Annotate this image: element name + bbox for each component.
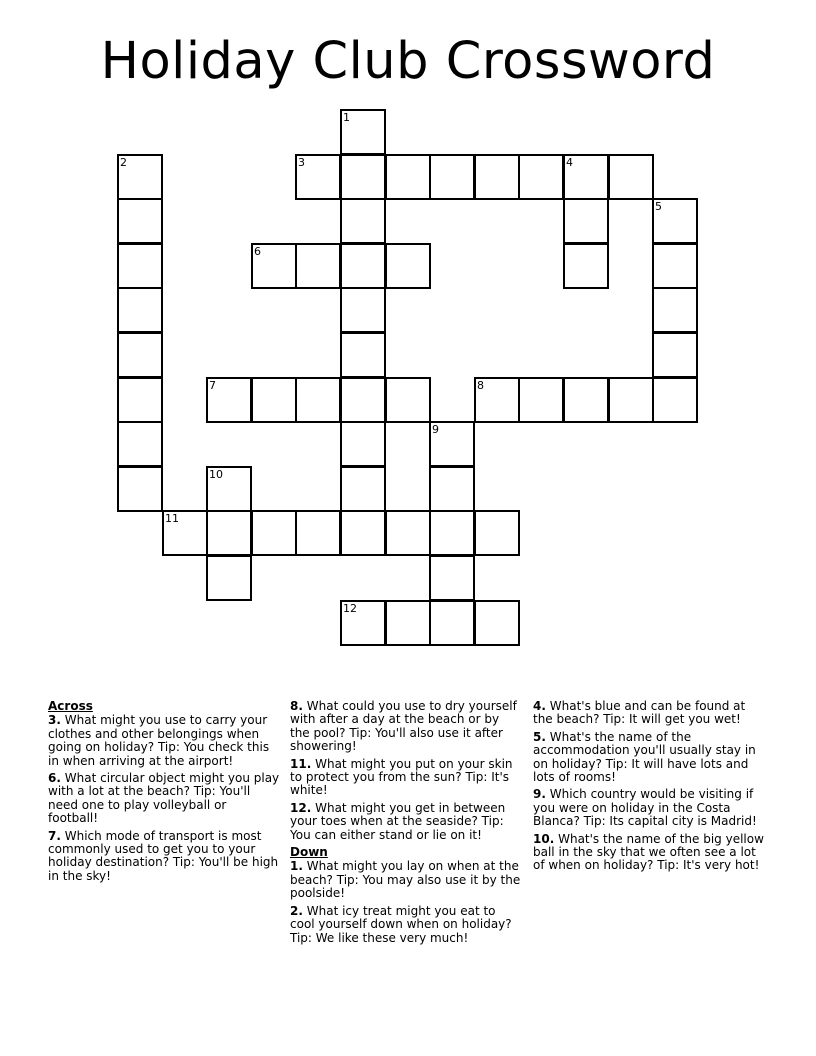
clue-text: What circular object might you play with a lot at the beach? Tip: You'll need one to play volleyball or football! [48, 771, 280, 826]
clue-number: 10. [533, 831, 555, 846]
clue-across-6 [48, 772, 280, 826]
clue-number: 8. [290, 699, 303, 713]
crossword-cell[interactable] [206, 377, 252, 423]
crossword-cell[interactable] [429, 154, 475, 200]
cell-number: 9 [432, 423, 439, 436]
crossword-cell[interactable] [206, 510, 252, 556]
crossword-cell[interactable] [206, 555, 252, 601]
clue-number: 5. [533, 729, 546, 744]
crossword-cell[interactable] [385, 600, 431, 646]
crossword-cell[interactable] [117, 154, 163, 200]
crossword-cell[interactable] [608, 154, 654, 200]
clue-text: What might you lay on when at the beach? Tip: You may also use it by the poolside! [290, 859, 521, 901]
clue-text: What's blue and can be found at the beach? Tip: It will get you wet! [533, 699, 746, 727]
clue-column-3 [533, 700, 765, 877]
cell-number: 2 [120, 156, 127, 169]
clue-across-11 [290, 758, 522, 798]
clue-number: 3. [48, 713, 61, 728]
cell-number: 1 [343, 111, 350, 124]
cell-number: 4 [566, 156, 573, 169]
clue-across-8 [290, 700, 522, 754]
crossword-cell[interactable] [295, 510, 341, 556]
cell-number: 8 [477, 379, 484, 392]
crossword-cell[interactable] [385, 154, 431, 200]
crossword-cell[interactable] [474, 600, 520, 646]
crossword-cell[interactable] [117, 243, 163, 289]
clue-text: What might you use to carry your clothes and other belongings when going on holiday? Tip: You check this in when arriving at the airport! [48, 713, 270, 768]
clue-number: 1. [290, 859, 303, 874]
clue-text: What might you get in between your toes when at the seaside? Tip: You can either stand or lie on it! [290, 800, 506, 842]
clue-text: What's the name of the big yellow ball in the sky that we often see a lot of when on holiday? Tip: It's very hot! [533, 831, 764, 873]
crossword-cell[interactable] [117, 377, 163, 423]
crossword-cell[interactable] [474, 377, 520, 423]
crossword-cell[interactable] [340, 600, 386, 646]
down-heading: Down [290, 845, 328, 860]
clue-column-1 [48, 700, 280, 887]
clue-text: What icy treat might you eat to cool yourself down when on holiday? Tip: We like these very much! [290, 903, 512, 945]
cell-number: 10 [209, 468, 223, 481]
crossword-cell[interactable] [385, 510, 431, 556]
crossword-cell[interactable] [340, 332, 386, 378]
crossword-cell[interactable] [429, 421, 475, 467]
crossword-cell[interactable] [563, 154, 609, 200]
crossword-cell[interactable] [295, 377, 341, 423]
cell-number: 12 [343, 602, 357, 615]
clue-text: What might you put on your skin to protect you from the sun? Tip: It's white! [290, 756, 513, 798]
crossword-cell[interactable] [429, 466, 475, 512]
crossword-cell[interactable] [429, 510, 475, 556]
clue-text: Which country would be visiting if you were on holiday in the Costa Blanca? Tip: Its capital city is Madrid! [533, 787, 757, 829]
crossword-cell[interactable] [474, 154, 520, 200]
crossword-cell[interactable] [251, 243, 297, 289]
crossword-cell[interactable] [385, 377, 431, 423]
crossword-cell[interactable] [563, 198, 609, 244]
clue-down-9 [533, 788, 765, 828]
across-heading: Across [48, 699, 93, 713]
crossword-cell[interactable] [295, 154, 341, 200]
crossword-cell[interactable] [518, 377, 564, 423]
crossword-cell[interactable] [117, 421, 163, 467]
clue-number: 7. [48, 828, 61, 843]
crossword-cell[interactable] [340, 377, 386, 423]
crossword-cell[interactable] [340, 198, 386, 244]
crossword-cell[interactable] [340, 421, 386, 467]
cell-number: 3 [298, 156, 305, 169]
clue-down-2 [290, 905, 522, 945]
clue-down-4 [533, 700, 765, 727]
crossword-cell[interactable] [340, 287, 386, 333]
crossword-cell[interactable] [563, 243, 609, 289]
crossword-cell[interactable] [251, 510, 297, 556]
clue-across-3 [48, 714, 280, 768]
page-title: Holiday Club Crossword [100, 32, 716, 91]
clue-down-5 [533, 731, 765, 785]
clue-number: 2. [290, 903, 303, 918]
crossword-cell[interactable] [117, 332, 163, 378]
clue-number: 9. [533, 787, 546, 802]
crossword-cell[interactable] [162, 510, 208, 556]
clue-text: Which mode of transport is most commonly used to get you to your holiday destination? Tip: You'll be high in the sky! [48, 828, 279, 883]
clue-down-1 [290, 860, 522, 900]
crossword-cell[interactable] [251, 377, 297, 423]
crossword-cell[interactable] [563, 377, 609, 423]
cell-number: 6 [254, 245, 261, 258]
crossword-cell[interactable] [652, 377, 698, 423]
crossword-cell[interactable] [652, 243, 698, 289]
clue-number: 12. [290, 800, 312, 815]
crossword-cell[interactable] [117, 198, 163, 244]
clue-text: What could you use to dry yourself with after a day at the beach or by the pool? Tip: You'll also use it after showering! [290, 699, 517, 754]
crossword-cell[interactable] [206, 466, 252, 512]
crossword-cell[interactable] [340, 109, 386, 155]
crossword-cell[interactable] [295, 243, 341, 289]
clue-column-2 [290, 700, 522, 949]
cell-number: 7 [209, 379, 216, 392]
crossword-cell[interactable] [340, 466, 386, 512]
crossword-cell[interactable] [652, 332, 698, 378]
crossword-cell[interactable] [340, 510, 386, 556]
crossword-cell[interactable] [385, 243, 431, 289]
clue-number: 6. [48, 771, 61, 786]
clue-across-12 [290, 802, 522, 842]
crossword-cell[interactable] [608, 377, 654, 423]
crossword-cell[interactable] [340, 243, 386, 289]
crossword-cell[interactable] [429, 600, 475, 646]
crossword-cell[interactable] [474, 510, 520, 556]
crossword-cell[interactable] [340, 154, 386, 200]
crossword-cell[interactable] [518, 154, 564, 200]
clue-number: 11. [290, 756, 312, 771]
crossword-cell[interactable] [652, 287, 698, 333]
crossword-cell[interactable] [117, 287, 163, 333]
clue-number: 4. [533, 699, 546, 713]
clue-across-7 [48, 830, 280, 884]
clue-text: What's the name of the accommodation you'll usually stay in on holiday? Tip: It will have lots and lots of rooms! [533, 729, 756, 785]
crossword-cell[interactable] [652, 198, 698, 244]
clue-down-10 [533, 833, 765, 873]
cell-number: 11 [165, 512, 179, 525]
crossword-cell[interactable] [117, 466, 163, 512]
cell-number: 5 [655, 200, 662, 213]
crossword-cell[interactable] [429, 555, 475, 601]
